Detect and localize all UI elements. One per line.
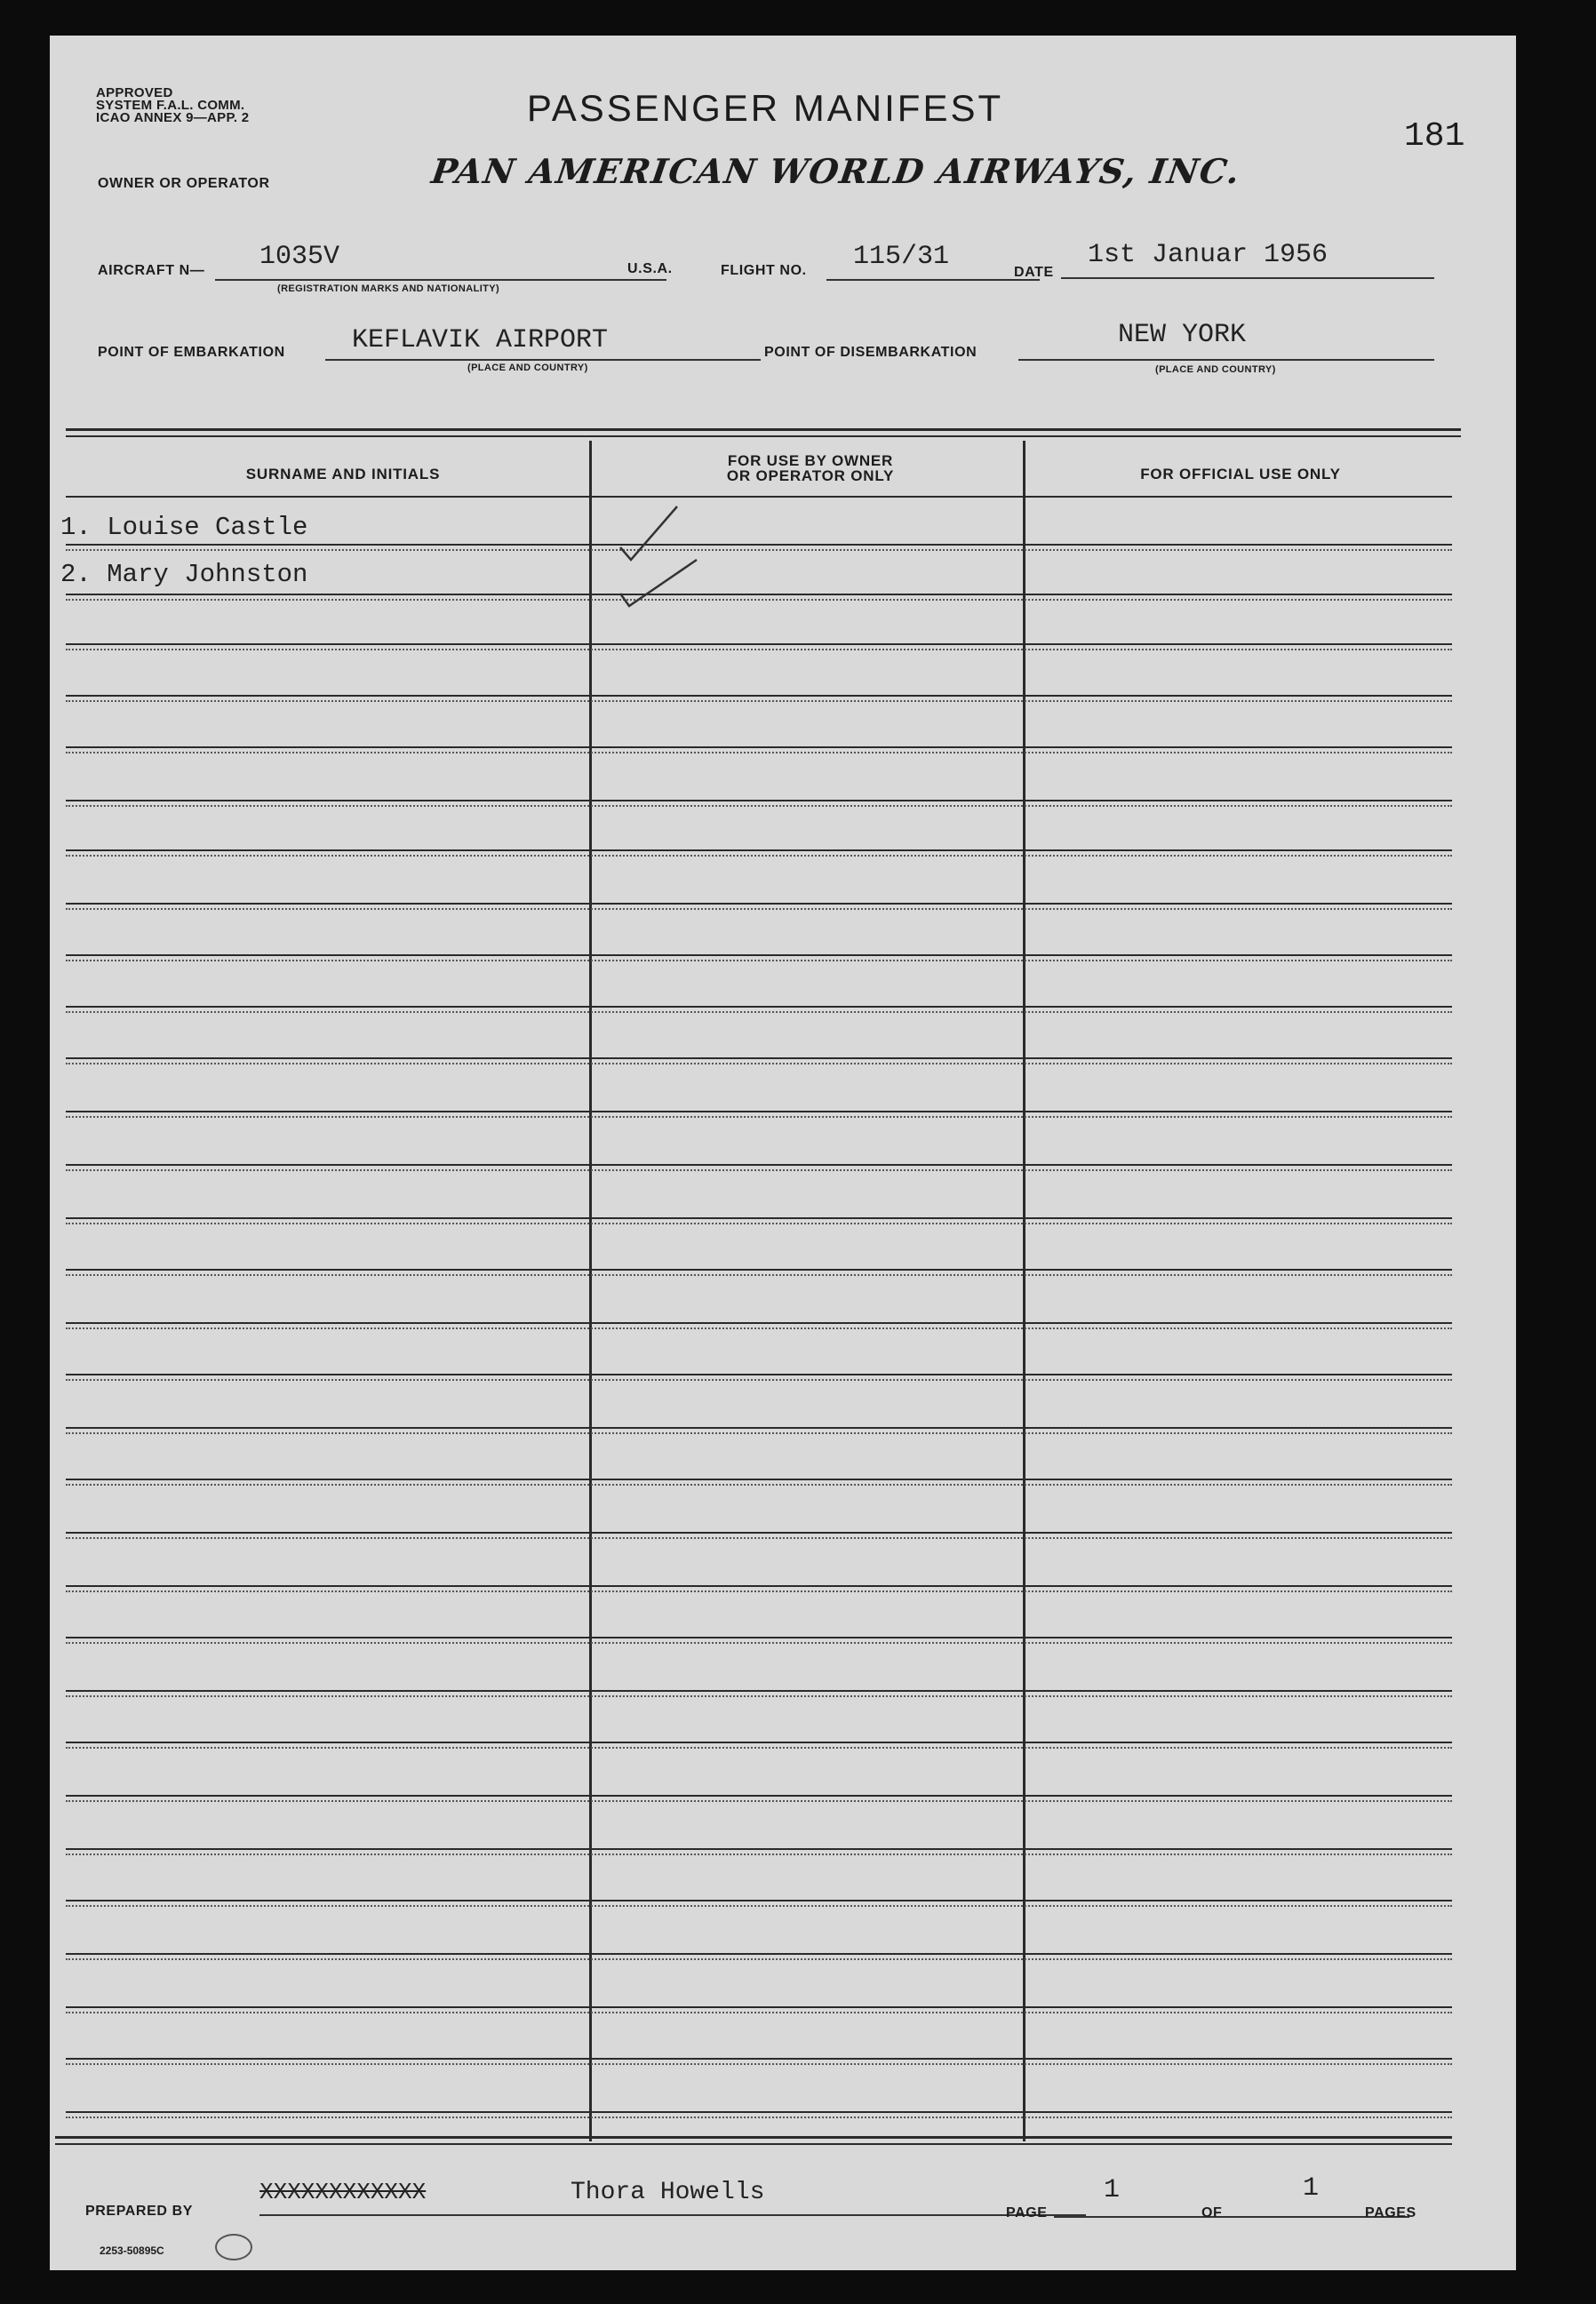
table-row-rule-dotted — [66, 649, 1452, 650]
pages-label: PAGES — [1365, 2205, 1416, 2220]
printer-mark — [215, 2234, 252, 2260]
table-row-rule — [66, 1848, 1452, 1850]
table-row-rule — [66, 1690, 1452, 1692]
page-label: PAGE — [1006, 2205, 1048, 2220]
table-row-rule — [66, 1637, 1452, 1638]
embarkation-note: (PLACE AND COUNTRY) — [467, 363, 588, 373]
table-row-rule — [66, 1532, 1452, 1534]
prepared-by-value: Thora Howells — [571, 2179, 765, 2206]
aircraft-label: AIRCRAFT N— — [98, 263, 205, 278]
check-mark-1 — [620, 506, 677, 560]
passenger-2-name: 2. Mary Johnston — [60, 560, 308, 589]
table-row-rule-dotted — [66, 1958, 1452, 1960]
table-row-rule — [66, 496, 1452, 498]
table-row-rule-dotted — [66, 1905, 1452, 1907]
approval-line-3: ICAO ANNEX 9—APP. 2 — [96, 110, 250, 125]
table-row-rule-dotted — [66, 1063, 1452, 1064]
date-label: DATE — [1014, 265, 1054, 280]
header-surname: SURNAME AND INITIALS — [245, 466, 441, 482]
prepared-by-field — [259, 2179, 1086, 2216]
header-owner-use-line-1: FOR USE BY OWNER — [727, 452, 894, 469]
table-row-rule-dotted — [66, 1484, 1452, 1486]
header-owner-use-line-2: OR OPERATOR ONLY — [726, 467, 895, 484]
prepared-by-struck: XXXXXXXXXXXX — [259, 2179, 427, 2205]
table-row-rule-dotted — [66, 1223, 1452, 1224]
prepared-by-label: PREPARED BY — [85, 2204, 193, 2219]
table-row-rule — [66, 849, 1452, 851]
form-code: 2253-50895C — [100, 2244, 164, 2257]
table-row-rule-dotted — [66, 700, 1452, 702]
table-row-rule-dotted — [66, 599, 1452, 601]
table-row-rule — [66, 1585, 1452, 1587]
table-row-rule — [66, 800, 1452, 801]
table-row-rule — [66, 544, 1452, 546]
table-row-rule-dotted — [66, 1642, 1452, 1644]
page-value: 1 — [1104, 2175, 1121, 2205]
table-row-rule-dotted — [66, 1800, 1452, 1802]
table-row-rule — [66, 1795, 1452, 1797]
embarkation-value: KEFLAVIK AIRPORT — [352, 325, 609, 355]
owner-label: OWNER OR OPERATOR — [98, 176, 270, 191]
table-row-rule — [66, 594, 1452, 595]
table-row-rule — [66, 1217, 1452, 1219]
table-row-rule — [66, 1111, 1452, 1112]
table-row-rule-dotted — [66, 2117, 1452, 2118]
table-row-rule-dotted — [66, 752, 1452, 753]
table-row-rule — [66, 1164, 1452, 1166]
flight-value: 115/31 — [853, 242, 950, 272]
table-row-rule — [66, 1006, 1452, 1008]
table-row-rule-dotted — [66, 1169, 1452, 1171]
check-mark-2 — [620, 560, 697, 606]
form-title: PASSENGER MANIFEST — [526, 87, 1004, 129]
table-row-rule — [66, 746, 1452, 748]
table-row-rule — [66, 2006, 1452, 2008]
flight-label: FLIGHT NO. — [721, 263, 807, 278]
registration-note: (REGISTRATION MARKS AND NATIONALITY) — [277, 283, 500, 294]
table-row-rule — [66, 1953, 1452, 1955]
table-row-rule-dotted — [66, 2012, 1452, 2013]
table-row-rule-dotted — [66, 1537, 1452, 1539]
table-bottom-rule-2 — [55, 2143, 1452, 2145]
table-row-rule-dotted — [66, 1747, 1452, 1749]
table-row-rule — [66, 954, 1452, 956]
table-row-rule-dotted — [66, 908, 1452, 910]
approval-line-2: SYSTEM F.A.L. COMM. — [96, 98, 245, 113]
table-row-rule-dotted — [66, 1116, 1452, 1118]
table-row-rule — [66, 1742, 1452, 1743]
table-row-rule-dotted — [66, 1379, 1452, 1381]
table-row-rule-dotted — [66, 855, 1452, 857]
table-bottom-rule — [55, 2136, 1452, 2139]
table-row-rule-dotted — [66, 549, 1452, 551]
table-row-rule — [66, 2111, 1452, 2113]
disembarkation-note: (PLACE AND COUNTRY) — [1155, 364, 1276, 375]
table-row-rule-dotted — [66, 1274, 1452, 1276]
airline-name: PAN AMERICAN WORLD AIRWAYS, INC. — [428, 151, 1244, 191]
table-row-rule — [66, 903, 1452, 905]
page-number: 181 — [1404, 117, 1465, 155]
table-row-rule-dotted — [66, 1590, 1452, 1592]
of-value: 1 — [1303, 2173, 1320, 2204]
table-row-rule — [66, 1322, 1452, 1324]
table-row-rule — [66, 1479, 1452, 1480]
aircraft-value: 1035V — [259, 242, 340, 272]
date-value: 1st Januar 1956 — [1088, 240, 1329, 270]
approval-line-1: APPROVED — [96, 85, 173, 100]
table-row-rule-dotted — [66, 1695, 1452, 1697]
table-row-rule-dotted — [66, 1854, 1452, 1855]
disembarkation-label: POINT OF DISEMBARKATION — [764, 345, 978, 360]
disembarkation-value: NEW YORK — [1118, 320, 1247, 350]
embarkation-label: POINT OF EMBARKATION — [98, 345, 285, 360]
manifest-table — [50, 36, 1516, 2270]
table-row-rule — [66, 1900, 1452, 1901]
table-row-rule-dotted — [66, 1327, 1452, 1329]
check-marks — [610, 462, 734, 640]
table-row-rule-dotted — [66, 1432, 1452, 1434]
table-row-rule-dotted — [66, 805, 1452, 807]
passenger-1-name: 1. Louise Castle — [60, 513, 308, 542]
table-row-rule-dotted — [66, 960, 1452, 961]
table-row-rule — [66, 1057, 1452, 1059]
nationality-label: U.S.A. — [627, 261, 673, 276]
header-official-use: FOR OFFICIAL USE ONLY — [1140, 466, 1341, 482]
table-row-rule — [66, 695, 1452, 697]
table-row-rule-dotted — [66, 2063, 1452, 2065]
table-row-rule — [66, 1374, 1452, 1375]
of-label: OF — [1201, 2205, 1223, 2220]
manifest-sheet — [50, 36, 1516, 2270]
table-row-rule — [66, 643, 1452, 645]
table-row-rule — [66, 1269, 1452, 1271]
table-row-rule — [66, 1427, 1452, 1429]
table-row-rule — [66, 2058, 1452, 2060]
table-row-rule-dotted — [66, 1011, 1452, 1013]
